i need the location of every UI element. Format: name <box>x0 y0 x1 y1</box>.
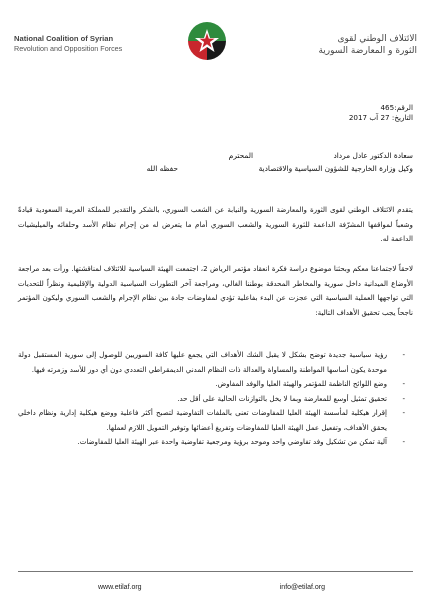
reference-number: الرقم:465 <box>380 103 413 112</box>
body-paragraph-2: لاحقاً لاجتماعنا معكم وبحثنا موضوع دراسة فكرة انعقاد مؤتمر الرياض 2، اجتمعت الهيئة السياسية للائتلاف لمناقشتها. ورأت بعد مراجعة الأوضاع الميدانية داخل سورية والمخاطر المحدقة بوطننا الغالي، ومراجعة آخر التطورات السياسية الدولية والإقليمية ونظراً للتحديات التي تواجهها العملية السياسية التي عجزت عن البدء بفاعلية تؤدي لمفاوضات جادة بين نظام الإجرام والشعب السوري وليكون المؤتمر ناجحاً يجب تحقيق الأهداف التالية: <box>18 264 413 317</box>
goal-text: رؤية سياسية جديدة توضح بشكل لا يقبل الشك الأهداف التي يجمع عليها كافة السوريين للوصول إلى سورية المستقبل دولة موحدة يكون أساسها المواطنة والمساواة والعدالة ذات النظام المدني الديمقراطي التعددي دون أي دور للأسد وزمرته فيها. <box>18 350 387 374</box>
addressee-honorific: المحترم <box>228 151 253 160</box>
addressee-name: سعادة الدكتور عادل مرداد <box>333 151 413 160</box>
goal-text: تحقيق تمثيل أوسع للمعارضة وبما لا يخل بالتوازنات الحالية على أقل حد. <box>177 393 387 403</box>
website-link[interactable]: www.etilaf.org <box>98 584 142 591</box>
bullet-dash: - <box>402 393 405 403</box>
footer-divider <box>18 571 413 572</box>
addressee-title: وكيل وزارة الخارجية للشؤون السياسية والاقتصادية <box>258 164 413 173</box>
list-item <box>18 435 413 450</box>
goal-text: إقرار هيكلية لمأسسة الهيئة العليا للمفاوضات تعنى بالملفات التفاوضية لتصبح أكثر فاعلية ووضع هيكلية إدارية ونظام داخلي يحقق الأهداف، وتفعيل عمل الهيئة العليا للمفاوضات وتفريغ أعضائها وتوفير التمويل اللازم لعملها. <box>18 408 387 432</box>
bullet-dash: - <box>402 408 405 417</box>
addressee-blessing: حفظه الله <box>146 164 178 173</box>
logo-ar-line2: الثورة و المعارضة السورية <box>318 46 417 56</box>
email-link[interactable]: info@etilaf.org <box>279 584 325 591</box>
goals-list <box>18 348 413 450</box>
list-item <box>18 392 413 407</box>
addressee-block <box>18 150 413 176</box>
logo-en-line2: Revolution and Opposition Forces <box>14 44 123 53</box>
logo-text-english <box>14 34 194 54</box>
list-item <box>18 377 413 392</box>
list-item <box>18 406 413 435</box>
reference-date: التاريخ: 27 آب 2017 <box>348 113 413 122</box>
list-item <box>18 348 413 377</box>
logo-en-line1: National Coalition of Syrian <box>14 34 114 43</box>
logo-text-arabic <box>237 33 417 57</box>
logo-ar-line1: الائتلاف الوطني لقوى <box>337 34 417 44</box>
bullet-dash: - <box>402 350 405 359</box>
body-paragraph-1: يتقدم الائتلاف الوطني لقوى الثورة والمعارضة السورية والنيابة عن الشعب السوري، بالشكر والتقدير للمملكة العربية السعودية قيادةً وشعباً لمواقفها المشرّفة الداعمة للثورة السورية والشعب السوري أمام ما يتعرض له من إجرام نظام الأسد وحلفائه والميليشيات الداعمة له. <box>18 205 413 243</box>
reference-block <box>349 103 413 123</box>
bullet-dash: - <box>402 379 405 388</box>
star-emblem-icon <box>186 20 228 62</box>
letterhead <box>0 0 431 92</box>
bullet-dash: - <box>402 437 405 446</box>
goal-text: وضع اللوائح الناظمة للمؤتمر والهيئة العليا والوفد المفاوض. <box>215 379 387 388</box>
goal-text: آلية تمكن من تشكيل وفد تفاوضي واحد وموحد برؤية ومرجعية تفاوضية واحدة عبر الهيئة العليا للمفاوضات. <box>77 437 387 446</box>
